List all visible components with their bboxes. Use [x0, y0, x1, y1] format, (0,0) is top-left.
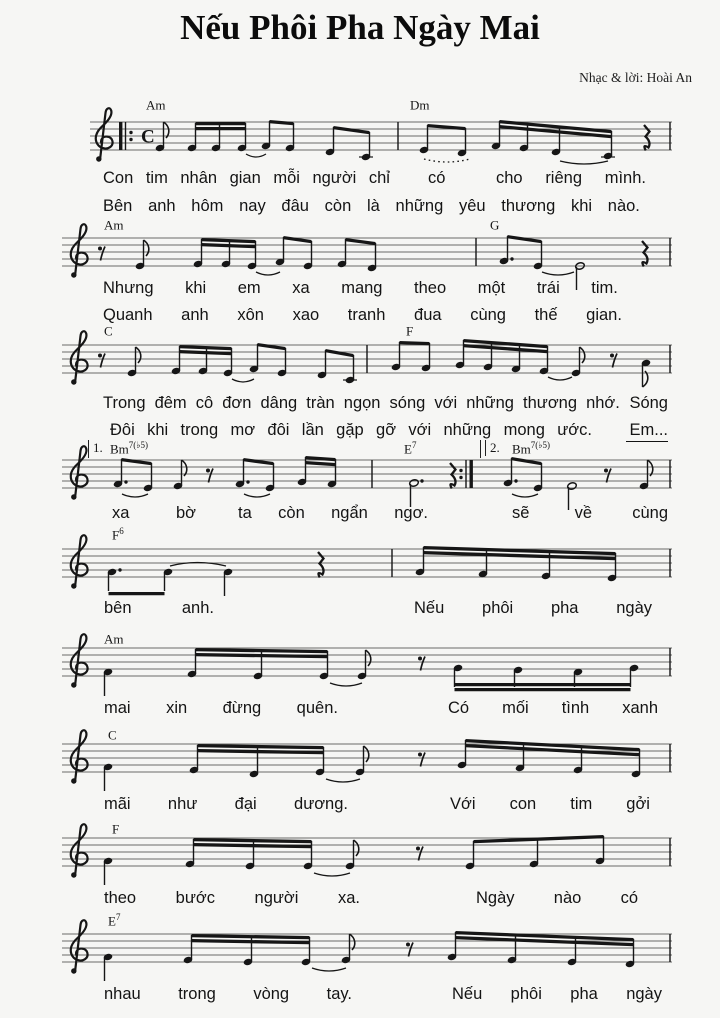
chord-symbol [108, 912, 120, 929]
lyric-word: đêm [154, 394, 187, 412]
chord-root: E [404, 441, 412, 457]
lyric-word: anh [148, 197, 176, 215]
lyric-word: có [620, 889, 638, 907]
lyric-line-segment [103, 196, 640, 216]
volta-marker: 1. [88, 440, 103, 458]
lyric-word: cô [195, 394, 214, 412]
lyric-word: về [574, 504, 592, 522]
lyric-word: xa [292, 279, 310, 297]
lyric-word: nhớ. [586, 394, 620, 412]
lyric-word: đua [414, 306, 442, 324]
volta-marker: 2. [480, 440, 500, 458]
chord-root: Am [104, 217, 124, 233]
lyric-word: thương [501, 197, 556, 215]
lyric-word: ta [238, 504, 252, 522]
lyric-line-segment [110, 420, 592, 440]
lyric-word: em [237, 279, 261, 297]
lyric-word: bờ [176, 504, 196, 522]
lyric-word: xanh [622, 699, 658, 717]
lyric-word: dương. [294, 795, 348, 813]
lyric-word: gian. [586, 306, 622, 324]
lyric-line-segment [103, 168, 390, 188]
lyric-word: như [167, 795, 198, 813]
chord-root: Am [146, 97, 166, 113]
lyric-line-segment [452, 984, 662, 1004]
lyric-word: hôm [191, 197, 224, 215]
lyric-word: Nếu [414, 599, 445, 617]
chord-symbol [112, 820, 119, 837]
chord-symbol [490, 216, 499, 233]
lyric-word: thế [534, 306, 558, 324]
lyric-word: con [509, 795, 537, 813]
lyric-line-segment [104, 888, 360, 908]
lyric-word: pha [570, 985, 598, 1003]
common-time-symbol: C [141, 126, 155, 148]
chord-root: Bm [110, 441, 129, 457]
lyric-word: tranh [347, 306, 386, 324]
lyric-line-segment [103, 278, 618, 298]
lyric-word: anh. [181, 599, 214, 617]
lyric-word: ngày [626, 985, 662, 1003]
lyric-line-segment [104, 698, 338, 718]
lyric-word: pha [550, 599, 579, 617]
chord-root: G [490, 217, 500, 233]
credit-line: Nhạc & lời: Hoài An [579, 70, 692, 85]
chord-symbol [404, 440, 416, 457]
chord-symbol [410, 96, 430, 113]
lyric-word: đôi [267, 421, 290, 439]
lyric-word: tình [561, 699, 590, 717]
chord-root: E [108, 913, 116, 929]
lyric-word: phôi [510, 985, 542, 1003]
lyric-word: theo [104, 889, 137, 907]
lyric-word: còn [324, 197, 352, 215]
lyric-word: lần [301, 421, 324, 439]
lyric-word: xin [166, 699, 188, 717]
lyric-word: người [254, 889, 299, 907]
lyric-line-segment [104, 598, 214, 618]
lyric-word: nào. [607, 197, 640, 215]
lyric-word: Ngày [476, 889, 515, 907]
lyric-word: trong [178, 985, 216, 1003]
lyric-line-segment [112, 503, 196, 523]
lyric-word: với [408, 421, 432, 439]
lyric-word: Nhưng [103, 279, 154, 297]
lyric-word: bước [175, 889, 215, 907]
lyric-word: tay. [326, 985, 352, 1003]
lyric-word: Với [450, 795, 476, 813]
chord-symbol [112, 526, 124, 543]
chord-symbol [104, 630, 124, 647]
chord-root: Am [104, 631, 124, 647]
chord-root: C [108, 727, 117, 743]
chord-quality: 7(♭5) [530, 440, 551, 450]
lyric-word: những [466, 394, 514, 412]
chord-symbol [108, 726, 117, 743]
lyric-word: Nếu [452, 985, 483, 1003]
chord-root: F [112, 527, 120, 543]
chord-quality: 7 [411, 440, 417, 450]
lyric-word: nay [239, 197, 266, 215]
chord-symbol [104, 216, 124, 233]
lyric-line-segment [450, 794, 650, 814]
lyric-word: xao [292, 306, 320, 324]
lyric-word: là [366, 197, 380, 215]
lyric-word: thương [523, 394, 578, 412]
lyric-line-segment: có [428, 169, 446, 187]
lyric-word: Quanh [103, 306, 153, 324]
chord-root: Bm [512, 441, 531, 457]
lyric-word: khi [185, 279, 207, 297]
chord-quality: 7(♭5) [128, 440, 149, 450]
chord-quality: 6 [119, 526, 124, 536]
lyric-word: bên [104, 599, 132, 617]
lyric-word: ngày [616, 599, 652, 617]
lyric-word: quên. [296, 699, 338, 717]
lyric-word: trái [536, 279, 560, 297]
lyric-word: nhau [104, 985, 141, 1003]
lyric-word: người [312, 169, 357, 187]
chord-root: F [406, 323, 414, 339]
lyric-word: gỡ [376, 421, 397, 439]
lyric-word: gian [229, 169, 261, 187]
lyric-word: mỗi [273, 169, 300, 187]
lyric-word: khi [570, 197, 593, 215]
lyric-word: cho [496, 169, 523, 187]
chord-quality: 7 [115, 912, 121, 922]
lyric-line-segment [448, 698, 658, 718]
lyric-word: nhân [180, 169, 218, 187]
lyric-word: ước. [557, 421, 592, 439]
lyric-word: mơ [230, 421, 256, 439]
lyric-line-segment: cùng [632, 504, 668, 522]
music-notation-system-5 [0, 527, 720, 603]
lyric-word: mãi [104, 795, 131, 813]
lyric-word: sẽ [512, 504, 530, 522]
lyric-line-segment [104, 984, 352, 1004]
chord-symbol [406, 322, 413, 339]
lyric-word: anh [181, 306, 209, 324]
lyric-word: tràn [306, 394, 335, 412]
lyric-word: nào [553, 889, 582, 907]
lyric-word: tim [570, 795, 593, 813]
lyric-word: mong [503, 421, 545, 439]
lyric-word: xa [112, 504, 130, 522]
lyric-word: theo [414, 279, 447, 297]
chord-root: F [112, 821, 120, 837]
lyric-word: với [434, 394, 458, 412]
chord-root: C [104, 323, 113, 339]
lyric-word: gởi [626, 795, 650, 813]
lyric-word: mình. [604, 169, 646, 187]
music-notation-system-8 [0, 816, 720, 892]
lyric-word: một [477, 279, 506, 297]
lyric-word: ngẩn [331, 504, 368, 522]
lyric-word: đừng [222, 699, 262, 717]
lyric-word: tim. [591, 279, 618, 297]
lyric-line-segment [496, 168, 646, 188]
chord-symbol [110, 440, 148, 457]
lyric-line-segment: Sóng [629, 394, 668, 412]
lyric-word: cùng [470, 306, 506, 324]
lyric-word: Đôi [110, 421, 135, 439]
lyric-word: chỉ [368, 169, 390, 187]
lyric-word: dâng [260, 394, 298, 412]
lyric-line-segment [414, 598, 652, 618]
lyric-line-segment [238, 503, 428, 523]
lyric-word: yêu [458, 197, 486, 215]
page-title: Nếu Phôi Pha Ngày Mai [180, 8, 540, 47]
lyric-word: mai [104, 699, 131, 717]
lyric-word: tim [145, 169, 168, 187]
lyric-word: Trong [103, 394, 146, 412]
lyric-word: riêng [545, 169, 583, 187]
lyric-line-segment [103, 305, 622, 325]
lyric-word: gặp [336, 421, 364, 439]
lyric-word: đâu [281, 197, 309, 215]
lyric-word: vòng [253, 985, 290, 1003]
lyric-word: Bên [103, 197, 133, 215]
chord-symbol [512, 440, 550, 457]
chord-symbol [146, 96, 166, 113]
chord-root: Dm [410, 97, 430, 113]
lyric-word: mang [341, 279, 383, 297]
music-notation-system-1 [0, 100, 720, 176]
lyric-line-segment: Em... [626, 420, 668, 442]
lyric-word: ngọn [343, 394, 381, 412]
lyric-word: sóng [389, 394, 426, 412]
lyric-word: những [443, 421, 492, 439]
lyric-line-segment [103, 393, 620, 413]
lyric-word: phôi [482, 599, 514, 617]
lyric-line-segment [512, 503, 592, 523]
lyric-word: đại [234, 795, 257, 813]
lyric-word: những [395, 197, 444, 215]
lyric-word: xôn [237, 306, 264, 324]
lyric-word: khi [147, 421, 169, 439]
lyric-word: mối [502, 699, 529, 717]
lyric-line-segment [476, 888, 638, 908]
lyric-word: còn [278, 504, 305, 522]
lyric-word: đơn [222, 394, 252, 412]
lyric-word: xa. [337, 889, 360, 907]
chord-symbol [104, 322, 113, 339]
lyric-word: trong [180, 421, 219, 439]
lyric-word: Con [103, 169, 134, 187]
lyric-word: Có [448, 699, 470, 717]
lyric-word: ngơ. [394, 504, 428, 522]
lyric-line-segment [104, 794, 348, 814]
